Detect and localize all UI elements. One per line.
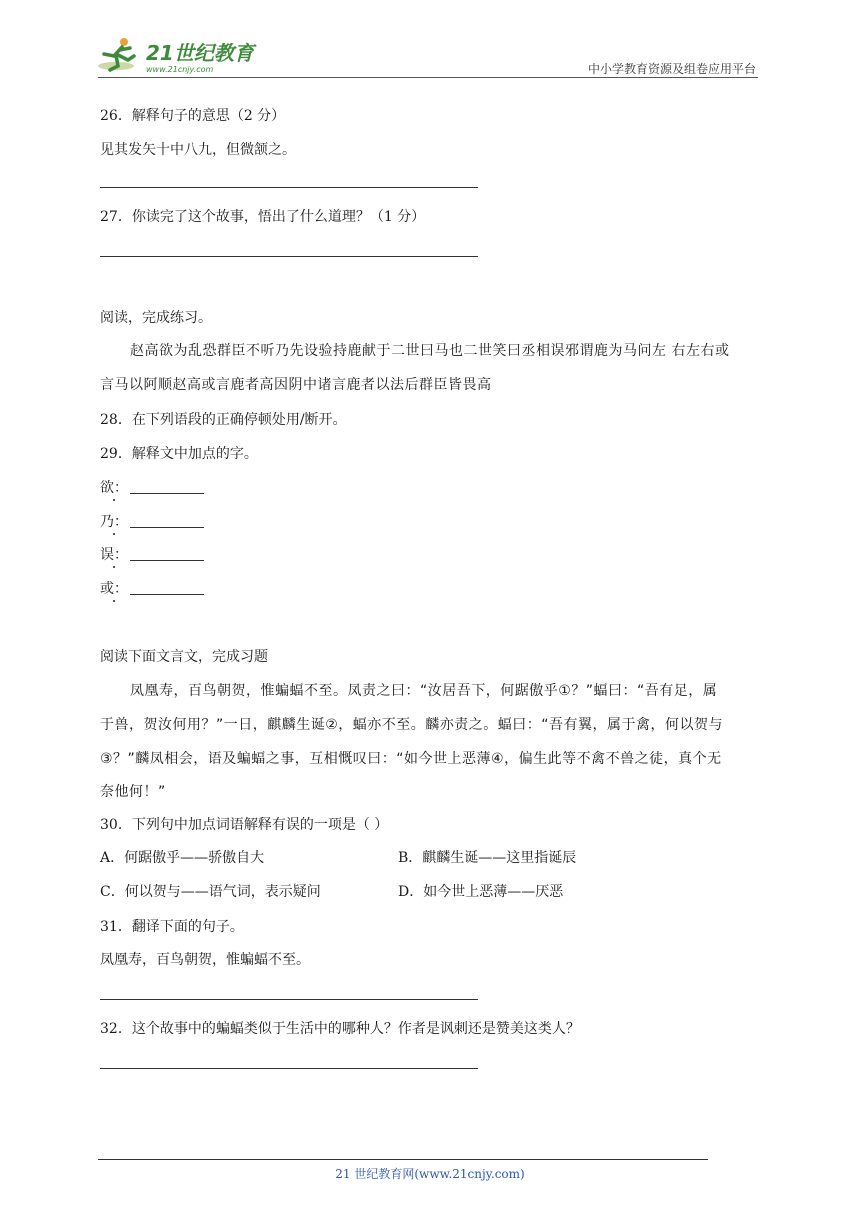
option-b[interactable]: B．麒麟生诞——这里指诞辰 <box>398 850 577 866</box>
q29-answer-blank[interactable] <box>130 594 204 595</box>
passage-2-intro: 阅读，完成练习。 <box>100 310 212 326</box>
question-28-label: 28．在下列语段的正确停顿处用/断开。 <box>100 412 347 428</box>
question-29-label: 29．解释文中加点的字。 <box>100 446 258 462</box>
answer-line-27[interactable] <box>100 256 478 257</box>
footer-link[interactable]: 21 世纪教育网(www.21cnjy.com) <box>335 1167 525 1181</box>
option-a[interactable]: A．何踞傲乎——骄傲自大 <box>100 850 265 866</box>
q29-item-nai <box>100 512 204 532</box>
passage-2-text-line-2: 言马以阿顺赵高或言鹿者高因阴中诸言鹿者以法后群臣皆畏高 <box>100 377 492 393</box>
question-31-sentence: 凤凰寿，百鸟朝贺，惟蝙蝠不至。 <box>100 952 310 968</box>
q29-item-label: 乃： <box>100 514 128 530</box>
q29-answer-blank[interactable] <box>130 493 204 494</box>
footer-divider <box>98 1159 708 1160</box>
question-32-label: 32．这个故事中的蝙蝠类似于生活中的哪种人？作者是讽刺还是赞美这类人？ <box>100 1021 580 1037</box>
answer-line-26[interactable] <box>100 187 478 188</box>
q29-item-label: 误： <box>100 547 128 563</box>
site-logo <box>94 34 264 76</box>
passage-3-line-4: 奈他何！” <box>100 784 166 800</box>
q29-item-label: 欲： <box>100 480 128 496</box>
runner-logo-icon <box>94 34 264 76</box>
question-26-sentence: 见其发矢十中八九，但微颔之。 <box>100 142 296 158</box>
question-27-label: 27．你读完了这个故事，悟出了什么道理？（1 分） <box>100 209 426 225</box>
q29-answer-blank[interactable] <box>130 560 204 561</box>
question-31-label: 31．翻译下面的句子。 <box>100 919 244 935</box>
option-d[interactable]: D．如今世上恶薄——厌恶 <box>398 884 564 900</box>
answer-line-32[interactable] <box>100 1068 478 1069</box>
passage-3-line-2: 于兽，贺汝何用？”一日，麒麟生诞②，蝠亦不至。麟亦责之。蝠曰：“吾有翼，属于禽，何以贺与 <box>100 717 724 733</box>
svg-text:www.21cnjy.com: www.21cnjy.com <box>146 65 214 74</box>
passage-3-line-3: ③？”麟凤相会，语及蝙蝠之事，互相慨叹曰：“如今世上恶薄④，偏生此等不禽不兽之徒，真个无 <box>100 751 722 767</box>
question-30-label: 30．下列句中加点词语解释有误的一项是（ ） <box>100 817 389 833</box>
option-c[interactable]: C．何以贺与——语气词，表示疑问 <box>100 884 321 900</box>
passage-2-text-line-1: 赵高欲为乱恐群臣不听乃先设验持鹿献于二世曰马也二世笑曰丞相误邪谓鹿为马问左 右左右或 <box>130 343 730 359</box>
q29-answer-blank[interactable] <box>130 527 204 528</box>
answer-line-31[interactable] <box>100 999 478 1000</box>
q29-item-wu <box>100 545 204 565</box>
q29-item-label: 或： <box>100 581 128 597</box>
header-platform-text: 中小学教育资源及组卷应用平台 <box>587 62 756 76</box>
q29-item-huo <box>100 579 204 599</box>
header-divider <box>98 77 758 78</box>
passage-3-line-1: 凤凰寿，百鸟朝贺，惟蝙蝠不至。凤责之曰：“汝居吾下，何踞傲乎①？”蝠曰：“吾有足，属 <box>130 683 718 699</box>
question-26-label: 26．解释句子的意思（2 分） <box>100 108 286 124</box>
svg-text:21世纪教育: 21世纪教育 <box>146 41 254 65</box>
passage-3-intro: 阅读下面文言文，完成习题 <box>100 649 268 665</box>
q29-item-yu <box>100 478 204 498</box>
